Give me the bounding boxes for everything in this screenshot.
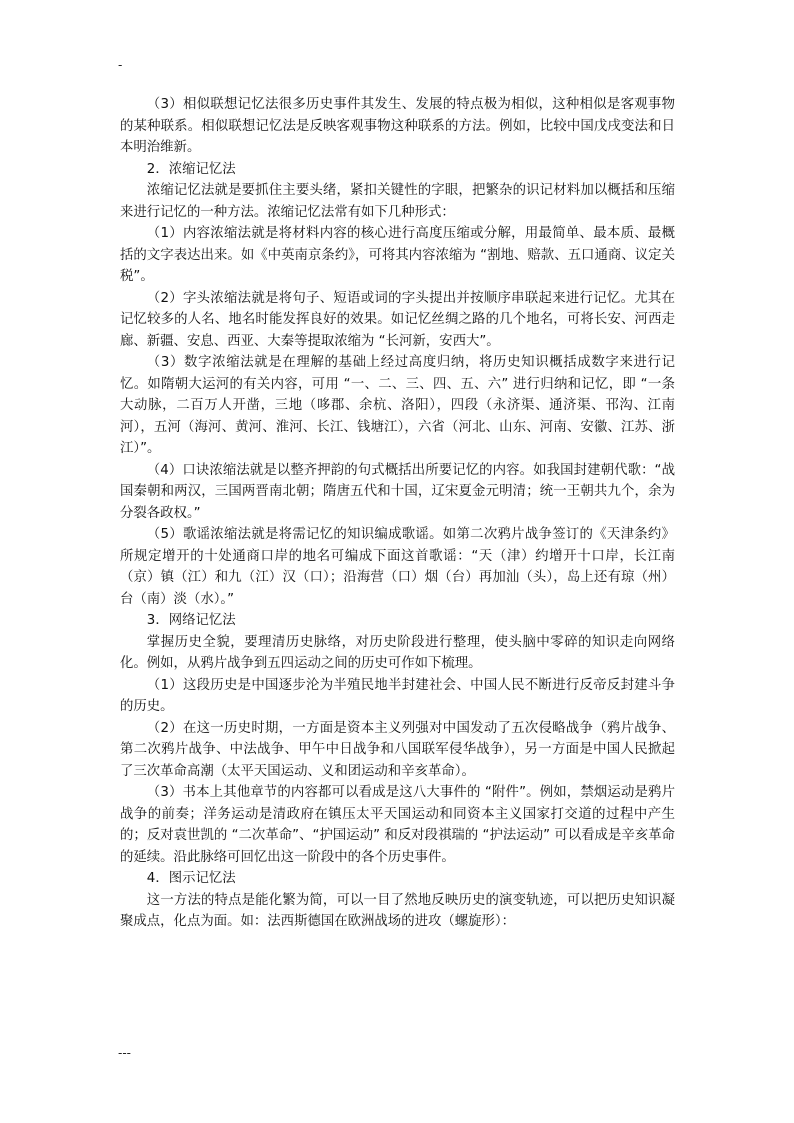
section-heading-condensed-memory: 2．浓缩记忆法 — [146, 161, 236, 177]
paragraph-condensed-intro: 浓缩记忆法就是要抓住主要头绪，紧扣关键性的字眼，把繁杂的识记材料加以概括和压缩来进行记忆的一种方法。浓缩记忆法常有如下几种形式： — [120, 183, 675, 220]
paragraph-initial-condensation: （2）字头浓缩法就是将句子、短语或词的字头提出并按顺序串联起来进行记忆。尤其在记忆较多的人名、地名时能发挥良好的效果。如记忆丝绸之路的几个地名，可将长安、河西走廊、新疆、安息、西亚、大秦等提取浓缩为 “长河新，安西大”。 — [120, 290, 675, 349]
paragraph-content-condensation: （1）内容浓缩法就是将材料内容的核心进行高度压缩或分解，用最简单、最本质、最概括的文字表达出来。如《中英南京条约》，可将其内容浓缩为 “割地、赔款、五口通商、议定关税”。 — [120, 226, 675, 284]
paragraph-network-point-3: （3）书本上其他章节的内容都可以看成是这八大事件的 “附件”。例如，禁烟运动是鸦片战争的前奏；洋务运动是清政府在镇压太平天国运动和同资本主义国家打交道的过程中产生的；反对袁世凯的 “二次革命”、“护国运动” 和反对段祺瑞的 “护法运动” 可以看成是辛亥革命的延续。沿此脉络可回忆出这一阶段中的各个历史事件。 — [120, 785, 675, 865]
section-heading-diagram-memory: 4．图示记忆法 — [146, 871, 236, 886]
paragraph-ballad-condensation: （5）歌谣浓缩法就是将需记忆的知识编成歌谣。如第二次鸦片战争签订的《天津条约》所规定增开的十处通商口岸的地名可编成下面这首歌谣：“天（津）约增开十口岸，长江南（京）镇（江）和九（江）汉（口）；沿海营（口）烟（台）再加汕（头），岛上还有琼（州）台（南）淡（水）。” — [120, 527, 675, 607]
paragraph-rhyme-condensation: （4）口诀浓缩法就是以整齐押韵的句式概括出所要记忆的内容。如我国封建朝代歌：“战国秦朝和两汉，三国两晋南北朝；隋唐五代和十国，辽宋夏金元明清；统一王朝共九个，余为分裂各政权。” — [120, 462, 675, 521]
paragraph-network-point-2: （2）在这一历史时期，一方面是资本主义列强对中国发动了五次侵略战争（鸦片战争、第二次鸦片战争、中法战争、甲午中日战争和八国联军侵华战争），另一方面是中国人民掀起了三次革命高潮（太平天国运动、义和团运动和辛亥革命）。 — [120, 720, 675, 779]
section-heading-network-memory: 3．网络记忆法 — [146, 613, 236, 628]
paragraph-network-point-1: （1）这段历史是中国逐步沦为半殖民地半封建社会、中国人民不断进行反帝反封建斗争的历史。 — [120, 677, 675, 714]
paragraph-network-intro: 掌握历史全貌，要理清历史脉络，对历史阶段进行整理，使头脑中零碎的知识走向网络化。例如，从鸦片战争到五四运动之间的历史可作如下梳理。 — [120, 634, 675, 671]
paragraph-number-condensation: （3）数字浓缩法就是在理解的基础上经过高度归纳，将历史知识概括成数字来进行记忆。如隋朝大运河的有关内容，可用 “一、二、三、四、五、六” 进行归纳和记忆，即 “一条大动脉，二百万人开凿，三地（哆郡、余杭、洛阳），四段（永济渠、通济渠、邗沟、江南河），五河（海河、黄河、淮河、长江、钱塘江），六省（河北、山东、河南、安徽、江苏、浙江）”。 — [120, 355, 675, 456]
paragraph-diagram-intro: 这一方法的特点是能化繁为简，可以一目了然地反映历史的演变轨迹，可以把历史知识凝聚成点，化点为面。如：法西斯德国在欧洲战场的进攻（螺旋形）： — [120, 892, 675, 929]
footer-mark: --- — [118, 1046, 131, 1060]
header-mark: - — [118, 58, 123, 72]
paragraph-similar-association: （3）相似联想记忆法很多历史事件其发生、发展的特点极为相似，这种相似是客观事物的某种联系。相似联想记忆法是反映客观事物这种联系的方法。例如，比较中国戊戌变法和日本明治维新。 — [120, 97, 675, 155]
document-body — [120, 94, 675, 933]
